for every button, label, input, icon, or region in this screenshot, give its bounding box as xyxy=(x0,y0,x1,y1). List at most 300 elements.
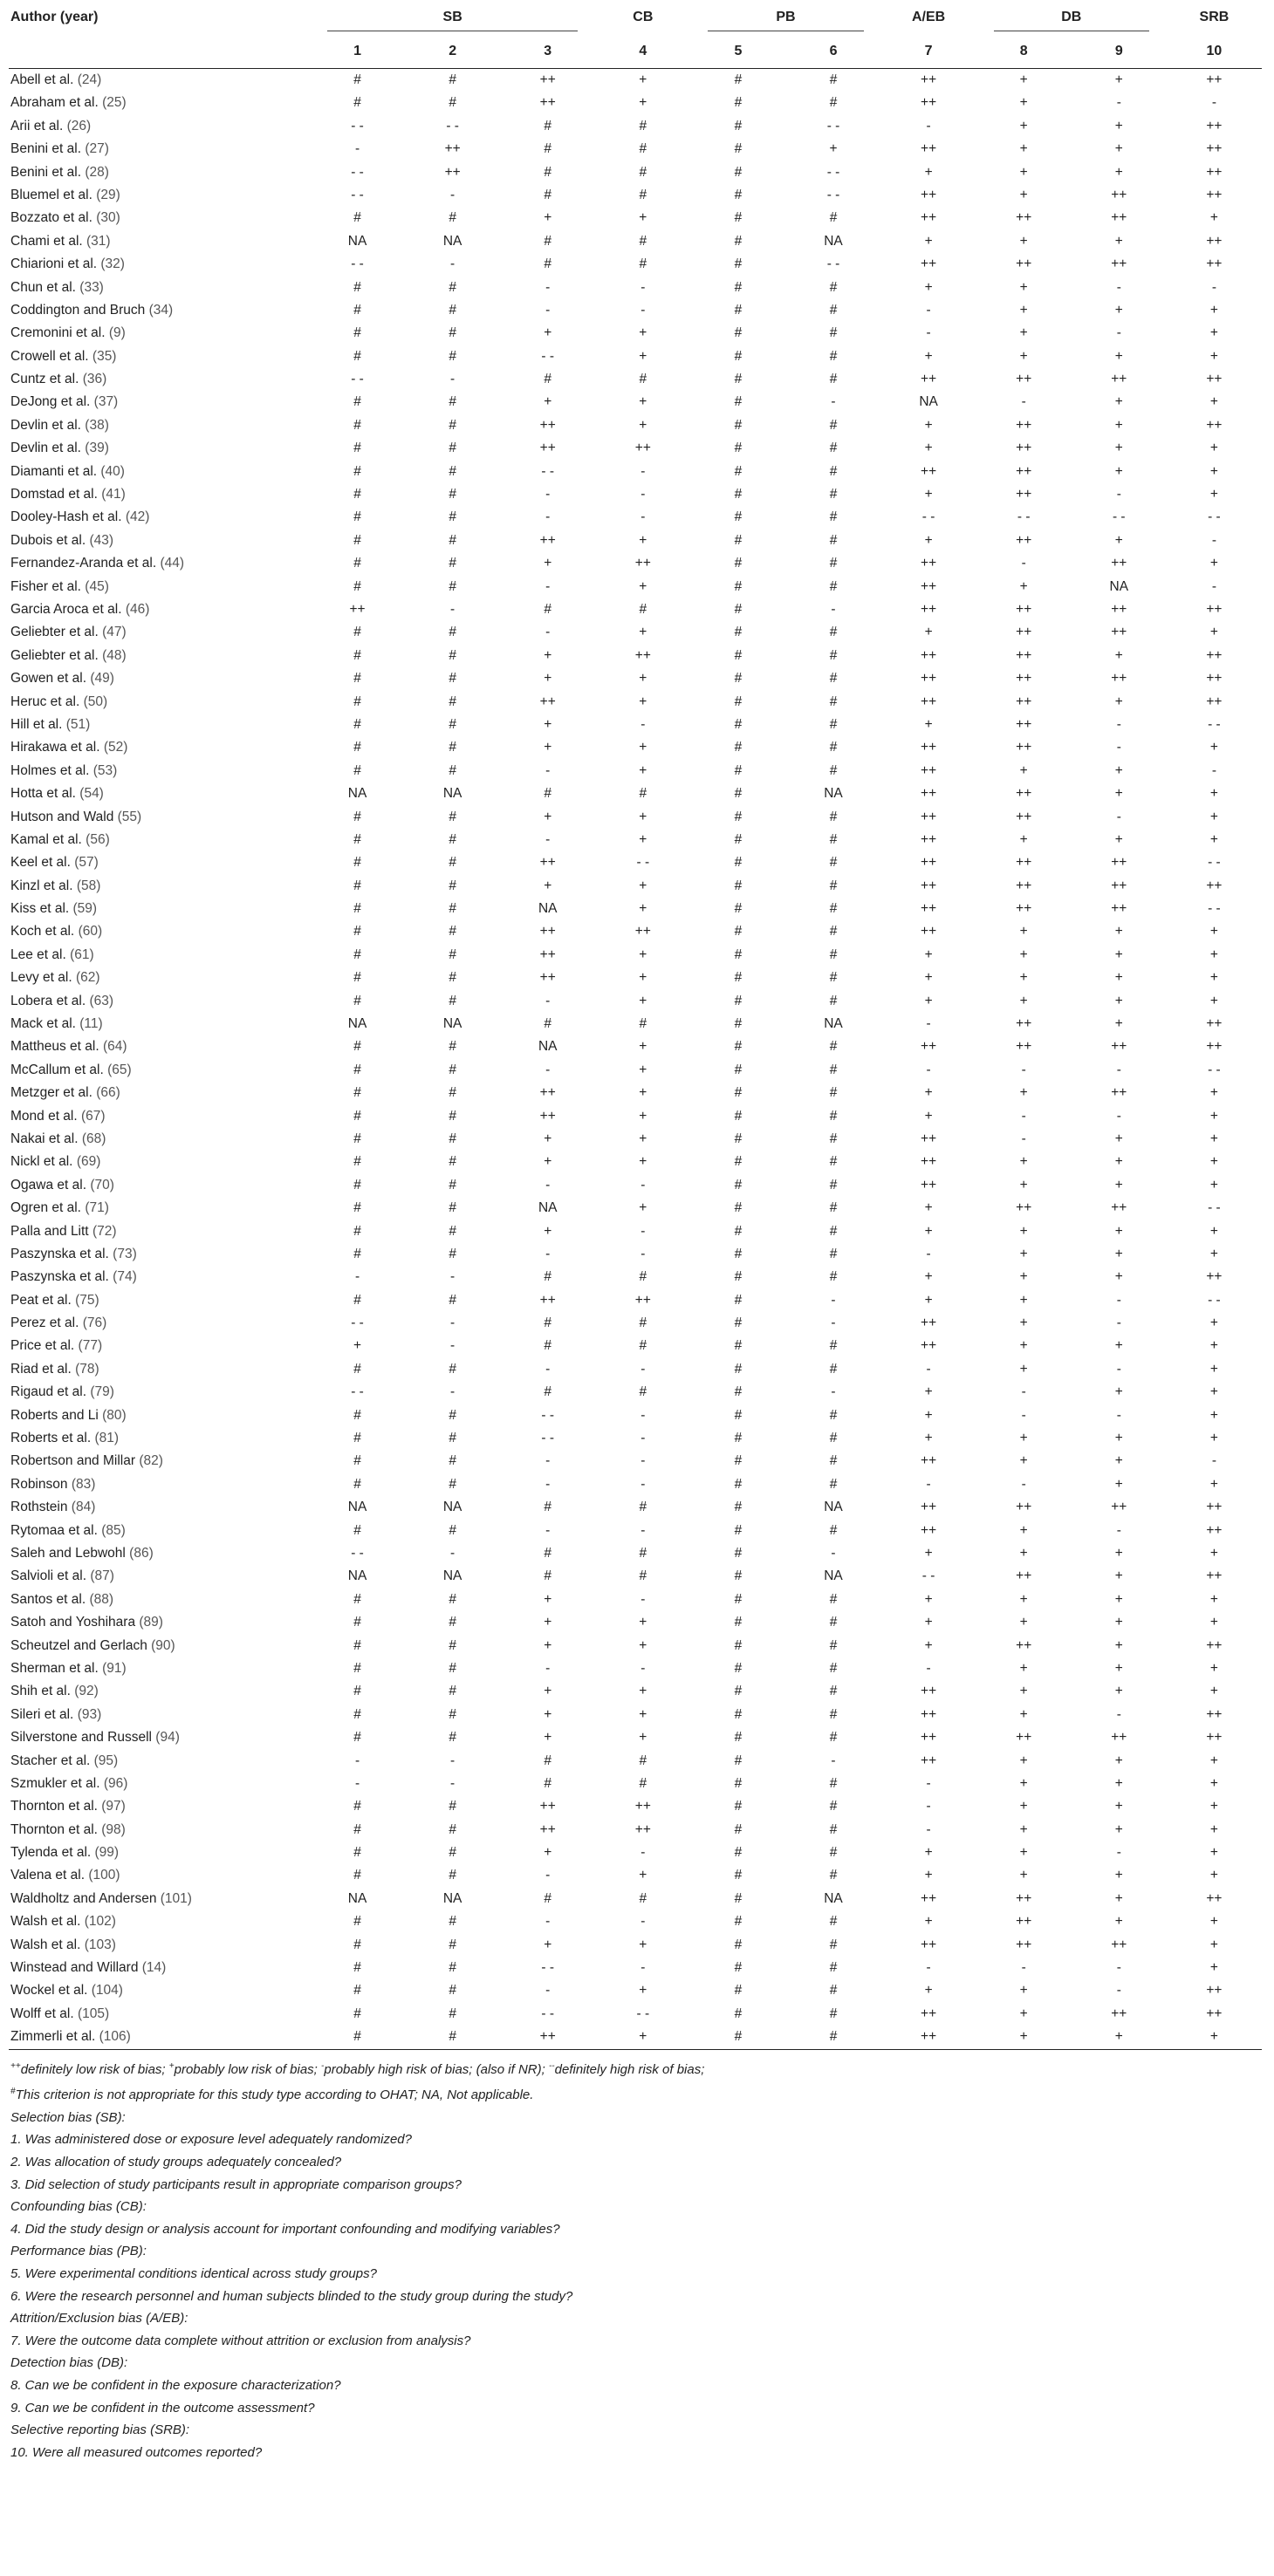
rating-cell: ++ xyxy=(1111,1085,1127,1101)
rating-cell: + xyxy=(1114,1775,1123,1791)
rating-cell: - xyxy=(640,1660,646,1676)
rating-cell: + xyxy=(1209,740,1218,755)
rating-cell: # xyxy=(639,786,647,802)
rating-cell: # xyxy=(734,1684,743,1699)
rating-cell: # xyxy=(734,1500,743,1515)
table-row xyxy=(9,1174,1262,1197)
rating-cell: + xyxy=(924,1637,933,1653)
domain-header-a-eb: A/EB xyxy=(911,10,946,24)
question-number-header-row xyxy=(9,35,1262,69)
rating-cell: # xyxy=(829,1062,838,1077)
reference-number: (38) xyxy=(85,417,109,433)
rating-cell: + xyxy=(1019,1246,1028,1261)
rating-cell: # xyxy=(639,1384,647,1400)
reference-number: (11) xyxy=(79,1016,103,1032)
legend-symbol-probably-high: - xyxy=(321,2060,325,2071)
rating-cell: + xyxy=(924,1546,933,1561)
table-row xyxy=(9,898,1262,920)
rating-cell: # xyxy=(449,1937,456,1952)
rating-cell: # xyxy=(353,625,361,640)
rating-cell: # xyxy=(734,2005,743,2021)
reference-number: (97) xyxy=(101,1799,126,1814)
rating-cell: ++ xyxy=(539,855,556,871)
rating-cell: - - xyxy=(541,1960,555,1976)
table-row xyxy=(9,576,1262,598)
rating-cell: - xyxy=(545,509,551,525)
rating-cell: # xyxy=(353,72,361,87)
table-row xyxy=(9,1888,1262,1910)
rating-cell: + xyxy=(924,1431,933,1446)
rating-cell: - xyxy=(1021,1108,1026,1124)
author-name: Santos et al. xyxy=(10,1591,86,1607)
rating-cell: ++ xyxy=(634,1821,651,1837)
question-number-header: 1 xyxy=(310,35,405,69)
rating-cell: # xyxy=(734,118,743,133)
reference-number: (91) xyxy=(102,1660,127,1676)
legend-symbol-definitely-high: -- xyxy=(548,2060,555,2071)
reference-number: (76) xyxy=(82,1315,107,1331)
rating-cell: # xyxy=(449,901,456,917)
author-cell xyxy=(9,736,310,759)
rating-cell: # xyxy=(734,1522,743,1538)
table-row xyxy=(9,1197,1262,1220)
rating-cell: # xyxy=(639,372,647,387)
rating-cell: + xyxy=(639,1131,647,1146)
rating-cell: + xyxy=(1209,1177,1218,1192)
author-cell xyxy=(9,530,310,552)
author-name: Koch et al. xyxy=(10,924,75,940)
reference-number: (83) xyxy=(71,1476,96,1492)
rating-cell: + xyxy=(1209,1431,1218,1446)
rating-cell: - xyxy=(1116,1315,1121,1331)
rating-cell: # xyxy=(734,1706,743,1722)
rating-cell: ++ xyxy=(444,141,461,157)
reference-number: (65) xyxy=(107,1062,132,1077)
rating-cell: - xyxy=(640,509,646,525)
domain-group-header-row xyxy=(9,0,1262,35)
rating-cell: - xyxy=(545,1660,551,1676)
rating-cell: # xyxy=(829,1914,838,1930)
rating-cell: - xyxy=(450,256,455,272)
rating-cell: ++ xyxy=(1206,647,1223,663)
reference-number: (9) xyxy=(108,325,126,341)
rating-cell: # xyxy=(734,1845,743,1861)
rating-cell: # xyxy=(353,1131,361,1146)
rating-cell: # xyxy=(449,325,456,341)
rating-cell: ++ xyxy=(1111,601,1127,617)
author-name: Benini et al. xyxy=(10,141,81,157)
rating-cell: # xyxy=(449,740,456,755)
rating-cell: - xyxy=(831,1292,836,1308)
rating-cell: - xyxy=(1021,1960,1026,1976)
rating-cell: + xyxy=(639,946,647,962)
rating-cell: + xyxy=(1114,1177,1123,1192)
rating-cell: - xyxy=(1116,1361,1121,1377)
rating-cell: # xyxy=(829,1591,838,1607)
rating-cell: # xyxy=(829,1983,838,1999)
rating-cell: + xyxy=(1072,2026,1167,2049)
rating-cell: # xyxy=(734,1775,743,1791)
rating-cell: + xyxy=(544,1937,552,1952)
table-row xyxy=(9,1934,1262,1957)
rating-cell: # xyxy=(639,1775,647,1791)
table-row xyxy=(9,368,1262,391)
rating-cell: # xyxy=(829,1200,838,1216)
rating-cell: # xyxy=(734,72,743,87)
rating-cell: # xyxy=(734,762,743,778)
rating-cell: NA xyxy=(442,1890,462,1906)
rating-cell: ++ xyxy=(1206,2005,1223,2021)
rating-cell: ++ xyxy=(1206,1269,1223,1285)
rating-cell: - - xyxy=(541,1431,555,1446)
rating-cell: - - xyxy=(541,2005,555,2021)
rating-cell: # xyxy=(353,95,361,111)
rating-cell: # xyxy=(829,901,838,917)
reference-number: (32) xyxy=(100,256,125,272)
rating-cell: + xyxy=(924,1200,933,1216)
rating-cell: - xyxy=(1021,394,1026,410)
rating-cell: - xyxy=(354,141,360,157)
author-name: Devlin et al. xyxy=(10,441,81,456)
rating-cell: + xyxy=(1019,1223,1028,1239)
rating-cell: + xyxy=(1019,762,1028,778)
rating-cell: # xyxy=(734,1637,743,1653)
author-cell xyxy=(9,829,310,851)
rating-cell: + xyxy=(1019,1684,1028,1699)
rating-cell: + xyxy=(1114,1154,1123,1170)
rating-cell: - xyxy=(926,1821,931,1837)
rating-cell: # xyxy=(449,348,456,364)
rating-cell: # xyxy=(734,855,743,871)
rating-cell: + xyxy=(639,671,647,687)
rating-cell: # xyxy=(734,671,743,687)
rating-cell: # xyxy=(734,372,743,387)
author-cell xyxy=(9,1197,310,1220)
rating-cell: ++ xyxy=(1016,1568,1032,1584)
rating-cell: - xyxy=(1116,95,1121,111)
rating-cell: NA xyxy=(824,233,843,249)
author-name: Sherman et al. xyxy=(10,1660,99,1676)
author-name: Coddington and Bruch xyxy=(10,302,146,318)
table-row xyxy=(9,1013,1262,1035)
rating-cell: ++ xyxy=(500,2026,595,2049)
author-cell xyxy=(9,1151,310,1173)
rating-cell: - xyxy=(640,1177,646,1192)
rating-cell: + xyxy=(544,325,552,341)
author-name: Abell et al. xyxy=(10,72,74,87)
rating-cell: # xyxy=(353,671,361,687)
reference-number: (77) xyxy=(78,1338,103,1354)
rating-cell: # xyxy=(544,1384,552,1400)
rating-cell: + xyxy=(1114,441,1123,456)
rating-cell: ++ xyxy=(921,1154,937,1170)
rating-cell: + xyxy=(924,532,933,548)
author-cell xyxy=(9,645,310,667)
rating-cell: # xyxy=(639,1753,647,1768)
rating-cell: # xyxy=(829,946,838,962)
reference-number: (58) xyxy=(76,878,101,893)
rating-cell: ++ xyxy=(1016,671,1032,687)
rating-cell: + xyxy=(544,556,552,571)
rating-cell: - - xyxy=(921,509,935,525)
author-cell xyxy=(9,1496,310,1519)
table-row xyxy=(9,230,1262,253)
rating-cell: # xyxy=(449,1799,456,1814)
rating-cell: # xyxy=(734,1591,743,1607)
rating-cell: ++ xyxy=(1206,417,1223,433)
rating-cell: NA xyxy=(538,901,558,917)
table-row xyxy=(9,691,1262,714)
rating-cell: # xyxy=(829,1085,838,1101)
table-row xyxy=(9,714,1262,736)
rating-cell: # xyxy=(734,1730,743,1746)
rating-cell: ++ xyxy=(1016,878,1032,893)
table-row xyxy=(9,461,1262,483)
footnote-line: 8. Can we be confident in the exposure characterization? xyxy=(10,2377,341,2393)
author-name: Diamanti et al. xyxy=(10,463,98,479)
reference-number: (52) xyxy=(103,740,128,755)
footnote-line: Detection bias (DB): xyxy=(10,2355,128,2371)
rating-cell: ++ xyxy=(921,95,937,111)
rating-cell: - xyxy=(1211,532,1216,548)
rating-cell: - - xyxy=(351,256,364,272)
rating-cell: + xyxy=(1019,348,1028,364)
reference-number: (89) xyxy=(139,1615,163,1630)
reference-number: (42) xyxy=(125,509,150,525)
author-cell xyxy=(9,277,310,299)
rating-cell: # xyxy=(449,1223,456,1239)
rating-cell: + xyxy=(1209,394,1218,410)
rating-cell: ++ xyxy=(921,1453,937,1469)
author-cell xyxy=(9,207,310,229)
rating-cell: - xyxy=(450,1546,455,1561)
question-number-header: 7 xyxy=(881,35,976,69)
rating-cell: # xyxy=(734,1753,743,1768)
rating-cell: # xyxy=(449,1177,456,1192)
author-cell xyxy=(9,1312,310,1335)
rating-cell: # xyxy=(639,1546,647,1561)
rating-cell: # xyxy=(734,348,743,364)
table-row xyxy=(9,414,1262,437)
rating-cell: # xyxy=(449,878,456,893)
author-cell xyxy=(9,483,310,506)
rating-cell: + xyxy=(639,417,647,433)
rating-cell: ++ xyxy=(1206,671,1223,687)
rating-cell: # xyxy=(353,1615,361,1630)
rating-cell: + xyxy=(1019,1799,1028,1814)
rating-cell: + xyxy=(1019,1315,1028,1331)
rating-cell: - xyxy=(831,1315,836,1331)
rating-cell: # xyxy=(449,1131,456,1146)
rating-cell: + xyxy=(924,1108,933,1124)
table-row xyxy=(9,345,1262,368)
rating-cell: - xyxy=(640,1476,646,1492)
rating-cell: + xyxy=(1019,1269,1028,1285)
rating-cell: - xyxy=(545,1361,551,1377)
risk-of-bias-table xyxy=(9,0,1262,2050)
rating-cell: + xyxy=(924,1407,933,1423)
rating-cell: ++ xyxy=(921,831,937,847)
rating-cell: # xyxy=(353,1039,361,1055)
rating-cell: + xyxy=(1019,187,1028,202)
rating-cell: + xyxy=(544,878,552,893)
table-row xyxy=(9,207,1262,229)
rating-cell: - xyxy=(640,463,646,479)
rating-cell: - xyxy=(640,1223,646,1239)
rating-cell: ++ xyxy=(1016,625,1032,640)
rating-cell: # xyxy=(734,164,743,180)
question-number-header: 2 xyxy=(405,35,500,69)
rating-cell: # xyxy=(639,1890,647,1906)
rating-cell: + xyxy=(1209,1960,1218,1976)
rating-cell: # xyxy=(734,1453,743,1469)
rating-cell: + xyxy=(1114,394,1123,410)
rating-cell: # xyxy=(734,1384,743,1400)
rating-cell: # xyxy=(734,1292,743,1308)
rating-cell: + xyxy=(1019,1821,1028,1837)
rating-cell: + xyxy=(1114,1868,1123,1883)
rating-cell: - - xyxy=(351,164,364,180)
rating-cell: - xyxy=(1211,762,1216,778)
reference-number: (96) xyxy=(103,1775,128,1791)
rating-cell: # xyxy=(449,1085,456,1101)
author-name: Rothstein xyxy=(10,1500,68,1515)
rating-cell: + xyxy=(1209,809,1218,824)
rating-cell: ++ xyxy=(921,694,937,709)
rating-cell: ++ xyxy=(539,694,556,709)
rating-cell: + xyxy=(1019,1431,1028,1446)
rating-cell: + xyxy=(924,1868,933,1883)
rating-cell: ++ xyxy=(1111,1200,1127,1216)
rating-cell: # xyxy=(829,1108,838,1124)
rating-cell: + xyxy=(1114,1546,1123,1561)
rating-cell: + xyxy=(1209,1684,1218,1699)
rating-cell: # xyxy=(734,993,743,1008)
table-row xyxy=(9,552,1262,575)
author-name: Kamal et al. xyxy=(10,831,82,847)
rating-cell: # xyxy=(734,1108,743,1124)
table-row xyxy=(9,1680,1262,1703)
rating-cell: # xyxy=(449,509,456,525)
rating-cell: # xyxy=(353,970,361,986)
author-cell xyxy=(9,1657,310,1680)
table-row xyxy=(9,760,1262,782)
table-row xyxy=(9,875,1262,898)
rating-cell: # xyxy=(449,762,456,778)
rating-cell: # xyxy=(734,1890,743,1906)
rating-cell: # xyxy=(829,993,838,1008)
rating-cell: + xyxy=(1019,164,1028,180)
rating-cell: # xyxy=(544,1775,552,1791)
rating-cell: # xyxy=(734,1476,743,1492)
author-cell xyxy=(9,1542,310,1565)
legend-symbol-definitely-low: ++ xyxy=(10,2060,21,2071)
rating-cell: # xyxy=(734,302,743,318)
table-row xyxy=(9,645,1262,667)
author-name: Kinzl et al. xyxy=(10,878,73,893)
rating-cell: - xyxy=(640,487,646,502)
rating-cell: + xyxy=(544,1223,552,1239)
rating-cell: # xyxy=(829,625,838,640)
rating-cell: + xyxy=(924,716,933,732)
rating-cell: + xyxy=(1209,1615,1218,1630)
rating-cell: # xyxy=(734,970,743,986)
rating-cell: # xyxy=(829,878,838,893)
rating-cell: # xyxy=(829,1615,838,1630)
rating-cell: + xyxy=(1209,1914,1218,1930)
rating-cell: # xyxy=(829,1684,838,1699)
rating-cell: ++ xyxy=(921,809,937,824)
rating-cell: # xyxy=(353,1937,361,1952)
rating-cell: ++ xyxy=(539,1085,556,1101)
author-cell xyxy=(9,1243,310,1266)
rating-cell: # xyxy=(353,1292,361,1308)
rating-cell: ++ xyxy=(539,970,556,986)
rating-cell: NA xyxy=(347,1890,367,1906)
domain-header-db: DB xyxy=(976,0,1167,35)
author-name: Dooley-Hash et al. xyxy=(10,509,122,525)
rating-cell: + xyxy=(1209,1246,1218,1261)
rating-cell: + xyxy=(1019,233,1028,249)
footnote-line: 1. Was administered dose or exposure level adequately randomized? xyxy=(10,2132,412,2148)
reference-number: (93) xyxy=(77,1706,102,1722)
rating-cell: + xyxy=(1114,118,1123,133)
rating-cell: # xyxy=(310,2026,405,2049)
rating-cell: - - xyxy=(351,1315,364,1331)
author-name: Peat et al. xyxy=(10,1292,72,1308)
rating-cell: # xyxy=(449,1706,456,1722)
table-row xyxy=(9,1404,1262,1427)
rating-cell: + xyxy=(544,394,552,410)
rating-cell: - - xyxy=(826,256,840,272)
rating-cell: NA xyxy=(824,1500,843,1515)
table-row xyxy=(9,506,1262,529)
rating-cell: ++ xyxy=(1206,118,1223,133)
rating-cell: + xyxy=(1114,417,1123,433)
rating-cell: # xyxy=(734,601,743,617)
rating-cell: # xyxy=(734,694,743,709)
rating-cell: + xyxy=(924,1845,933,1861)
table-row xyxy=(9,1312,1262,1335)
rating-cell: # xyxy=(449,417,456,433)
rating-cell: # xyxy=(734,141,743,157)
rating-cell: # xyxy=(734,1016,743,1032)
author-name: Wockel et al. xyxy=(10,1983,88,1999)
table-row xyxy=(9,1151,1262,1173)
rating-cell: # xyxy=(449,671,456,687)
rating-cell: + xyxy=(1114,1338,1123,1354)
rating-cell: + xyxy=(639,348,647,364)
table-row xyxy=(9,1542,1262,1565)
rating-cell: - xyxy=(926,1799,931,1814)
reference-number: (88) xyxy=(89,1591,114,1607)
rating-cell: # xyxy=(449,1868,456,1883)
rating-cell: + xyxy=(1019,1085,1028,1101)
rating-cell: # xyxy=(829,1177,838,1192)
table-row xyxy=(9,667,1262,690)
rating-cell: + xyxy=(639,1085,647,1101)
rating-cell: # xyxy=(829,348,838,364)
reference-number: (94) xyxy=(155,1730,180,1746)
rating-cell: # xyxy=(829,463,838,479)
rating-cell: + xyxy=(1209,1361,1218,1377)
rating-cell: # xyxy=(829,1338,838,1354)
rating-cell: # xyxy=(829,694,838,709)
rating-cell: + xyxy=(1019,1292,1028,1308)
rating-cell: + xyxy=(1209,348,1218,364)
rating-cell: # xyxy=(734,532,743,548)
rating-cell: # xyxy=(829,1431,838,1446)
